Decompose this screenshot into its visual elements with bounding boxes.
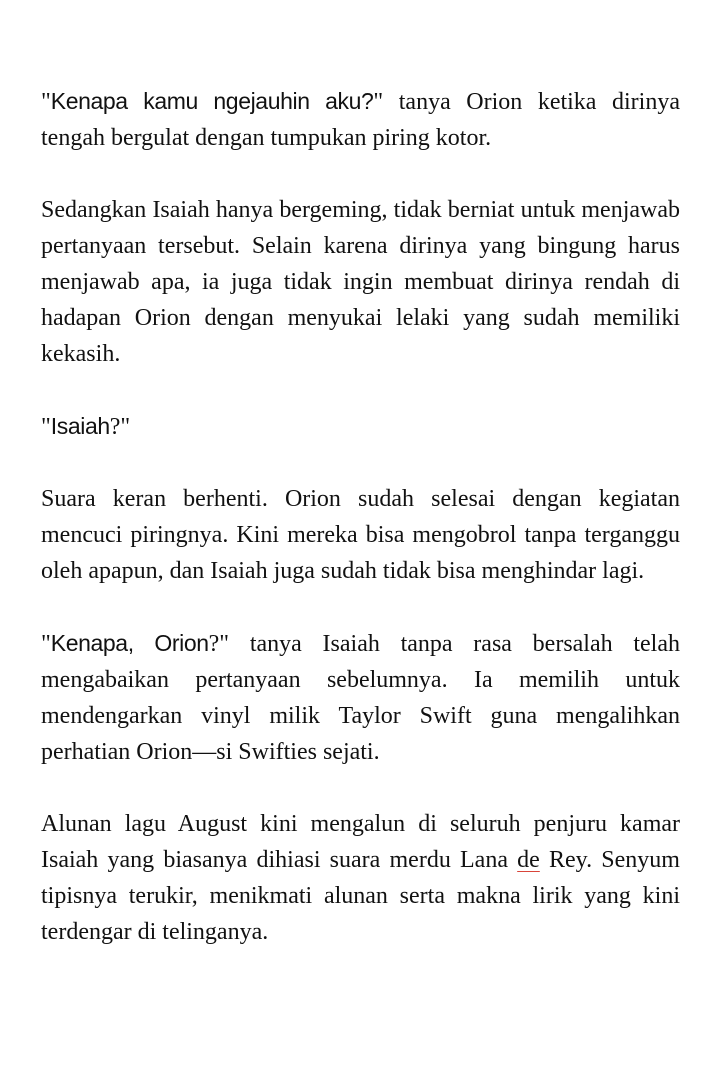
paragraph-3: [41, 408, 680, 445]
dialogue: Kenapa kamu ngejauhin aku?: [50, 88, 374, 114]
dialogue: Isaiah: [50, 413, 110, 439]
narration: Rey. Senyum tipisnya terukir, menikmati alunan serta makna lirik yang kini terdengar di telinganya.: [41, 847, 680, 945]
paragraph-1: [41, 83, 680, 156]
narration: Sedangkan Isaiah hanya bergeming, tidak berniat untuk menjawab pertanyaan tersebut. Selain karena dirinya yang bingung harus menjawab apa, ia juga tidak ingin membuat dirinya rendah di hadapan Orion dengan menyukai lelaki yang sudah memiliki kekasih.: [41, 197, 680, 367]
narration: tanya Isaiah tanpa rasa bersalah telah mengabaikan pertanyaan sebelumnya. Ia memilih untuk mendengarkan vinyl milik Taylor Swift guna mengalihkan perhatian Orion—si Swifties sejati.: [41, 631, 680, 765]
narration: tanya Orion ketika dirinya tengah bergulat dengan tumpukan piring kotor.: [41, 89, 680, 151]
story-text: [41, 83, 680, 950]
paragraph-4: [41, 481, 680, 589]
spellcheck-flagged-word: de: [517, 847, 540, 873]
narration: Suara keran berhenti. Orion sudah selesai dengan kegiatan mencuci piringnya. Kini mereka bisa mengobrol tanpa terganggu oleh apapun, dan Isaiah juga sudah tidak bisa menghindar lagi.: [41, 486, 680, 584]
paragraph-6: [41, 806, 680, 950]
paragraph-2: [41, 192, 680, 372]
close-quote: ?": [208, 631, 230, 657]
close-quote: ": [373, 89, 384, 115]
paragraph-5: [41, 625, 680, 770]
close-quote: ?": [109, 414, 131, 440]
open-quote: ": [41, 631, 51, 657]
open-quote: ": [41, 89, 51, 115]
narration: Alunan lagu August kini mengalun di seluruh penjuru kamar Isaiah yang biasanya dihiasi suara merdu Lana: [41, 811, 680, 873]
open-quote: ": [41, 414, 51, 440]
dialogue: Kenapa, Orion: [50, 630, 209, 656]
